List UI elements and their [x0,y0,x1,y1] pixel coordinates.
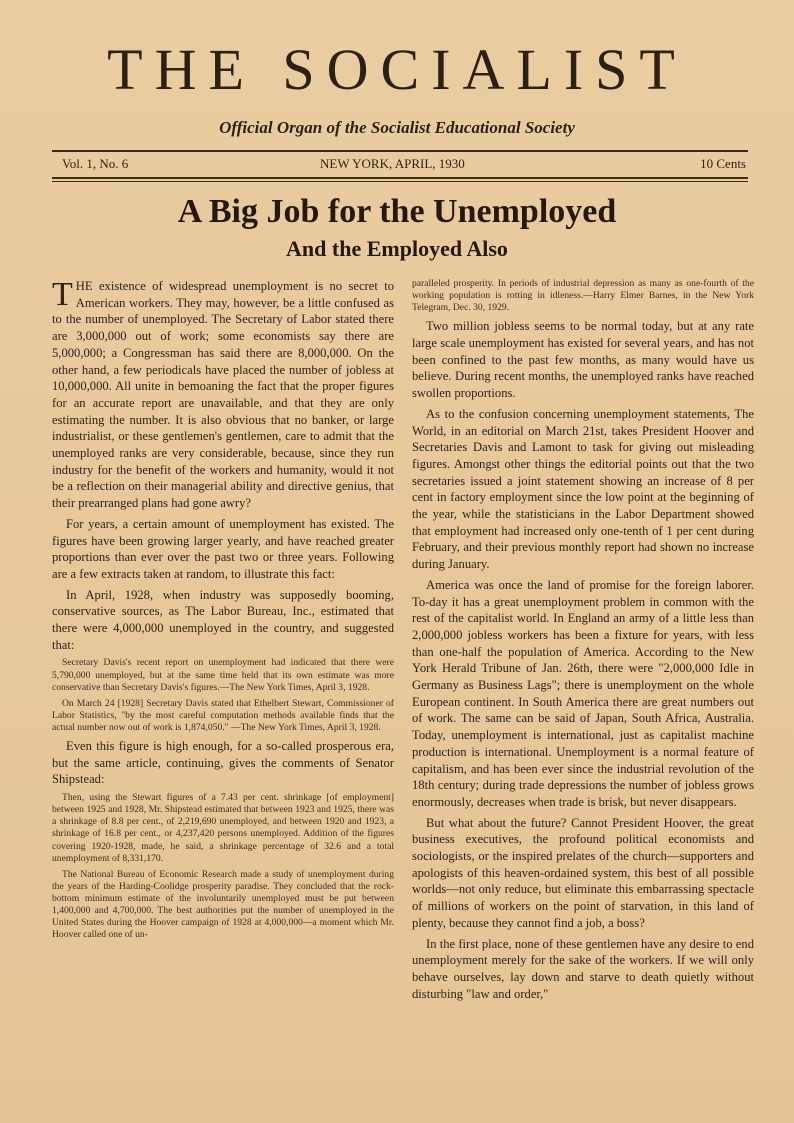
quotation: Then, using the Stewart figures of a 7.43 per cent. shrinkage [of employment] between 1925 and 1928, Mr. Shipstead estimated that between 1923 and 1925, there was a shrinkage of 8.8 per cent., of 2,219,690 unemployed, and between 1920 and 1923, a shrinkage of 16.8 per cent., or 4,237,420 persons unemployed. Addition of the figures covering 1920-1928, made, he said, a shrinkage percentage of 32.6 and a total unemployment of 8,331,170. [52,792,394,864]
right-column [412,278,754,1006]
bottom-rule-thin [52,181,748,182]
quotation: The National Bureau of Economic Research made a study of unemployment during the years of the Harding-Coolidge prosperity paradise. They concluded that the rock-bottom minimum estimate of the involuntarily unemployed must be put between 1,400,000 and 4,700,000. The best authorities put the number of unemployed in the United States during the Hoover campaign of 1928 at 4,000,000—a moment which Mr. Hoover called one of un- [52,868,394,941]
article-paragraph: But what about the future? Cannot President Hoover, the great business executives, the profound political economists and sociologists, or the inspired prelates of the church—supporters and apologists of this heaven-ordained system, this best of all possible worlds—not only reduce, but eliminate this embarrassing spectacle of millions of workers on the point of starvation, in this land of plenty, because they cannot find a job, a boss? [412,815,754,930]
masthead-subtitle: Official Organ of the Socialist Educational Society [219,118,575,137]
quotation: Secretary Davis's recent report on unemployment had indicated that there were 5,790,000 unemployed, but at the same time held that its own estimate was more conservative than Secretary Davis's figures.—The New York Times, April 3, 1928. [52,657,394,693]
bottom-rule [52,177,748,179]
quotation: paralleled prosperity. In periods of industrial depression as many as one-fourth of the working population is rotting in idleness.—Harry Elmer Barnes, in the New York Telegram, Dec. 30, 1929. [412,278,754,314]
article-paragraph: America was once the land of promise for the foreign laborer. To-day it has a great unemployment problem in common with the rest of the capitalist world. In England an army of a little less than 2,000,000 jobless workers has been a fixture for years, with less than one-half the population of America. According to the New York Herald Tribune of Jan. 26th, there were "2,000,000 Idle in Germany as Business Lags"; there is unemployment on the whole European continent. In South America there are great numbers out of work. The same can be said of Japan, South Africa, Australia. Today, unemployment is international, just as capitalist machine production is international. Unemployment is a normal feature of capitalism, and has been ever since the industrial revolution of the 18th century; during trade depressions the number of jobless grows enormously, decreases when trade is brisk, but never disappears. [412,577,754,809]
dateline [62,156,746,174]
article-paragraph: For years, a certain amount of unemployment has existed. The figures have been growing larger yearly, and have reached greater proportions than ever over the past two or three years. Following are a few extracts taken at random, to illustrate this fact: [52,516,394,581]
article-paragraph: THE existence of widespread unemployment is no secret to American workers. They may, however, be a little confused as to the number of unemployed. The Secretary of Labor stated there are 3,000,000 out of work; some economists say there are 5,000,000; a Congressman has said there are 8,000,000. On the other hand, a few periodicals have placed the number of jobless at 10,000,000. All unite in bemoaning the fact that the proper figures for an accurate report are unavailable, and that they are only estimating the number. It is also obvious that no banker, or large industrialist, or these gentlemen's gentlemen, care to admit that the unemployed ranks are very considerable, because, since they run industry for the benefit of the workers and humanity, would it not be a reflection on their managerial ability and directive genius, that their prearranged plans had gone awry? [52,276,394,511]
quotation: On March 24 [1928] Secretary Davis stated that Ethelbert Stewart, Commissioner of Labor Statistics, "by the most careful computation methods available finds that the actual number now out of work is 1,874,050." —The New York Times, April 3, 1928. [52,697,394,733]
place-date: NEW YORK, APRIL, 1930 [320,156,465,171]
masthead: THE SOCIALIST [107,37,687,102]
article-paragraph: In April, 1928, when industry was supposedly booming, conservative sources, as The Labor Bureau, Inc., estimated that there were 4,000,000 unemployed in the country, and suggested that: [52,587,394,652]
price: 10 Cents [700,156,746,171]
article-paragraph: In the first place, none of these gentlemen have any desire to end unemployment merely for the sake of the workers. If we will only behave ourselves, lay down and starve to death quietly without disturbing "law and order," [412,936,754,1001]
article-paragraph: Two million jobless seems to be normal today, but at any rate large scale unemployment has existed for several years, and has not been confined to the past few months, as many would have us believe. During recent months, the unemployed ranks have reached swollen proportions. [412,319,754,401]
subheadline: And the Employed Also [286,236,508,261]
article-paragraph: Even this figure is high enough, for a so-called prosperous era, but the same article, continuing, gives the comments of Senator Shipstead: [52,739,394,787]
top-rule [52,150,748,152]
headline: A Big Job for the Unemployed [177,193,617,230]
left-column [52,278,394,945]
volume-number: Vol. 1, No. 6 [62,156,129,171]
article-paragraph: As to the confusion concerning unemployment statements, The World, in an editorial on March 21st, takes President Hoover and Secretaries Davis and Lamont to task for giving out misleading figures. Amongst other things the editorial points out that the two secretaries issued a joint statement showing an increase of 8 per cent in factory employment since the low point at the beginning of the year, while the statisticians in the Labor Department showed that employment had increased only one-tenth of 1 per cent during February, and their previous monthly report had shown no increase during January. [412,406,754,572]
drop-cap: T [52,276,73,313]
